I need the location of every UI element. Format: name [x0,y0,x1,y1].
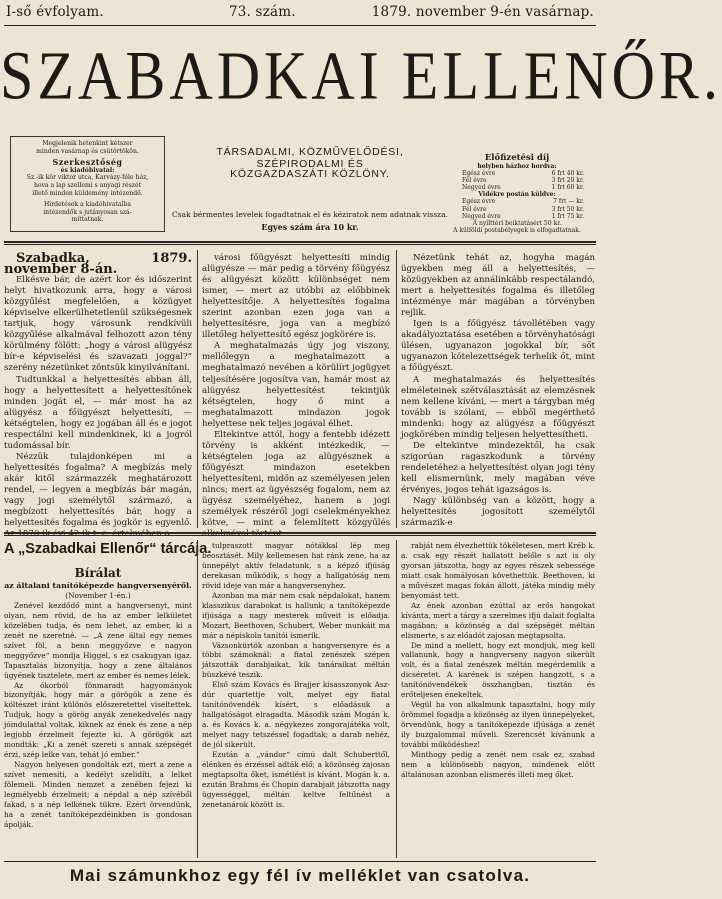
issue-number: 73. szám. [229,4,296,20]
article-paragraph: Nagy különbség van a között, hogy a helyettesítés jogosított személytől származik-e [401,496,595,529]
column-rule [396,540,397,858]
price-note: A külföldi postabélyegek is elfogadtatnak. [453,226,581,234]
submission-note: Csak bérmentes levelek fogadtatnak el és kéziratok nem adatnak vissza. [172,210,448,219]
info-line: illető minden küldemény intézendő. [32,189,143,197]
price-row: Fél évre 3 frt 50 kr. [462,205,584,213]
feuilleton-paragraph: Zenével kezdődő mint a hangversenyt, mint olyan, nem rövid, de ha az ember lelkületet közelében tudja, és nem lehet, az ember, ki a zenét ne szeretné. — „A zene által egy nemes szívet föl, a benn meggyőzve e nagyon meggyőzve“ mondja Higgel, s ez csakugyan igaz. Tapasztalás bizonyítja, hogy a zene általános ügyének tisztelete, mert az ember és nemes lélek. [4,600,192,680]
info-line: Sz.-ik kör viktor utca, Karvázy-féle ház, [26,174,149,182]
price-note: A nyílttéri beiktatásért 50 kr. [472,219,562,227]
info-line: minden vasárnap és csütörtökön. [36,147,139,155]
subtitle-line-2: KÖZGAZDASZÁTI KÖZLÖNY. [230,168,390,180]
column-rule [197,250,198,528]
feuilleton-paragraph: rabját nem élvezhettük tökéletesen, mert Kréb k. a. csak egy részét hallatott belőle s azt is oly gyorsan játszotta, hogy az egyes részek sebessége miatt csak homályosan követhettük. Beethoven, ki a művészet magas fokán állott, játéka mindig mély benyomást tett. [401,541,595,600]
masthead-title: SZABADKAI ELLENŐR. [0,37,722,114]
feuilleton-paragraph: Ezután a „vándor“ címú dalt Schuberttől, élénken és érzéssel adták elő; a közönség zajosan megtapsolta őket, ismétlést is kívánt. Mogán k. a. ezután Brahms és Chopin darabjait játszotta nagy ügyességgel, méltán keltve feltűnést a zenetanárok között is. [202,750,390,809]
article-paragraph: Nézzük tulajdonképen mi a helyettesítés fogalma? A megbízás mely akár kitől származzék meghatározott rendel, — legyen a megbízás bár magán, vagy jogi személytől származó, a megbízott helyettesítés bár, hogy a helyettesítés fogalma és jogkör is egyenlő. Az 1870-ik évi 42-ik t. c. értelmében a [4,451,192,540]
feuilleton-paragraph: tulpraszott magyar nótákkal lép meg beosztásét. Mily kellemesen hat ránk zene, ha az ünnepélyt aktív feladatunk, s a képző ifjúság derekasan működik, s hogy a hallgatóság nem rövid ideje van már a hangversenyhez. [202,541,390,590]
feuilleton-rule-thin [4,535,596,536]
feuilleton-paragraph: Azonban ma már nem csak népdalokat, hanem klasszikus darabokat is hallunk; a tanítóképezde ifjúsága a nagy mesterek műveit is előadja. Mozart, Beethoven, Schubert, Weber munkáit ma már a népiskola tanítói ismerik. [202,590,390,640]
price-subtitle: Vidékre postán küldve: [478,191,556,199]
price-row: Fél évre 3 frt 20 kr. [462,177,584,185]
price-row: Negyed évre 1 frt 60 kr. [462,184,584,192]
feuilleton-paragraph: Az ének azonban ezúttal az erős hangokat kívánta, mert a tárgy a szerelmes ifjú dalait foglalta magában; a közönség a dal szépségét méltán elismerte, s az előadót zajosan megtapsolta. [401,600,595,640]
feuilleton-title: A „Szabadkai Ellenőr“ tárcája. [4,541,212,557]
feuilleton-paragraph: Első szám Kovács és Brajjer kisasszonyok Asz-dúr quartettje volt, melyet egy fiatal tanítónövendék kísért, s előadásuk a hallgatóságot elragadta. Második szám Mogán k. a. és Kovács k. a. négykezes zongorajátéka volt, melyet nagy tetszéssel fogadtak; a darab nehéz, de jól sikerült. [202,680,390,750]
price-row: Negyed évre 1 frt 75 kr. [462,212,584,220]
feuilleton-column-3 [401,541,595,858]
article-heading: Szabadka, 1879. november 8-án. [4,251,192,278]
subscription-price-box [440,153,594,234]
price-title: Előfizetési díj [484,153,550,163]
footer-rule [4,861,596,862]
feuilleton-paragraph: Az ókorból fönmaradt hagyományok bizonyítják, hogy már a görögök a zene és költészet iránt különös előszeretettel viseltettek. Tudjuk, hogy a görög anyák zenekedvelés nagy jóindulattal voltak, kiknek az ének és zene a nép legjobb érzelmeit fejezte ki. A görögök azt mondták: „Ki a zenét szereti s annak szépségét érzi, szép lelke van, tehát jó ember.“ [4,680,192,760]
column-rule [197,540,198,858]
article-paragraph: Tudtunkkal a helyettesítés abban áll, hogy a helyettesített a helyettesítőnek minden jogát el, — már most ha az alügyész a főügyészt helyettesíti, — kétségtelen, hogy ez jogában áll és e jogot respectálni kell mindenkinek, ki a jogról tudomással bír. [4,374,192,451]
volume-label: I-ső évfolyam. [6,4,104,20]
feuilleton-paragraph: Nagyon helyesen gondolták ezt, mert a zene a szívet nemesíti, a kedélyt szelidíti, a lelket fölemeli. Minden nemzet a zenében fejezi ki legmélyebb érzelmeit; a népdal a nép szívéből fakad, s a nép lelkének tükre. Ezért örvendünk, ha a zenét tanítóképezdéinkben is gondosan ápolják. [4,760,192,829]
info-line: Hirdetések a kiadóhivatalba [43,201,132,209]
feuilleton-paragraph: Minthogy pedig a zenét nem csak ez, szabad nem a különösebb nagyon, mindenek előtt általánosan azonban elismerés illeti meg őket. [401,750,595,779]
top-rule [4,25,596,26]
feuilleton-rule [4,532,596,534]
price-row: Egész évre 6 frt 40 kr. [462,170,584,178]
feuilleton-paragraph: De mind a mellett, hogy ezt mondjuk, meg kell vallanunk, hogy a hangverseny nagyon sikerült volt, és a fiatal zenészek méltán megérdemlik a dicséretet. A karének is szépen hangzott, s a tanítónövendékek összhangban, tisztán és erőteljesen énekeltek. [401,640,595,700]
editorial-office-heading: Szerkesztőség [52,157,123,168]
feuilleton-column-1 [4,566,192,858]
publication-info-box [10,136,165,232]
article-column-3 [401,253,595,531]
article-paragraph: Elkésve bár, de azért kor és időszerint helyt hivatkozunk arra, hogy a városi közgyűlést megfelelően, a közügyet képviselve elkerülhetetlenül szükségesnek tartjuk, hogy városunk rendkívüli közgyűlése alkalmával felhozott azon tény körülmény fölött: „hogy a városi alügyész bír-e képviselési és szavazati joggal?“ szerény nézetünket zöntsük kinyilvánítani. [4,275,192,374]
feuilleton-column-2 [202,541,390,858]
subtitle-line-1: TÁRSADALMI, KÖZMŰVELŐDÉSI, SZÉPIRODALMI ÉS [216,146,404,170]
dateline [6,4,594,22]
info-line: Megjelenik hetenkint kétszer [42,140,133,147]
article-paragraph: A meghatalmazás úgy jog viszony, mellőlegyn a meghatalmazott a meghatalmazó nevében a körülírt jogügyet teljesítésére jogosítva van, hamár most az alügyész helyettesítést tekintjük kétségtelen, hogy ő mint a meghatalmazott mindazon jogok helyettese nek teljes jogával élhet. [202,341,390,429]
critique-date: (November 1-én.) [65,590,131,600]
column-rule [396,250,397,528]
header-rule-thin [4,244,596,245]
info-line: hova a lap szellemi s anyagi részét [33,181,142,189]
issue-date: 1879. november 9-én vasárnap. [371,4,594,20]
article-paragraph: Igen is a főügyész távollétében vagy akadályoztatása esetében a törvényhatósági ülésen, ugyanazon jogokkal bír, sőt ugyanazon kötelezettségek terhelik őt, mint a főügyészt. [401,319,595,374]
price-row: Egész évre 7 frt — kr. [462,198,584,206]
article-paragraph: Eltekintve attól, hogy a fentebb idézett törvény is akként intézkedik, — kétségtelen joga az alügyésznek a főügyészt mindazon esetekben helyettesíteni, midőn az személyesen jelen nincs; mert az ügyészség fogalom, nem az ügyész személyéhez, hanem a jogi személyek részéről jogi cselekményekhez kötve, — mint a felemlített közgyűlés alkalmával történt. [202,429,390,540]
feuilleton-paragraph: Vázsonkürtök azonban a hangversenyre és a többi számoknál: a fiatal zenészek szépen játszották darabjaikat, kik tanáraikat méltán büszkévé teszik. [202,640,390,680]
supplement-notice: Mai számunkhoz egy fél ív melléklet van csatolva. [69,866,531,885]
single-copy-price: Egyes szám ára 10 kr. [261,222,359,232]
critique-subtitle: az általani tanítóképezde hangversenyéről. [4,581,192,590]
article-paragraph: A meghatalmazás és helyettesítés elméleteinek szétválasztását az elemzésnek nem kellene kíváni, — mert a tárgyban még tovább is szólani, — ebből megérthető mindenki: hogy az alügyész a főügyészt jogkörében mindig teljesen helyettesítheti. [401,374,595,440]
info-line: intézendők s jutányosan szá- [43,208,132,216]
info-line: míttatnak. [71,216,104,224]
editorial-office-subheading: és kiadóhivatal: [60,166,115,174]
article-paragraph: városi főügyészt helyettesíti mindig alügyésze — már pedig a törvény főügyész és alügyészt között különbséget nem ismer, — mert az utóbbi az előbbinek helyettesítője. A helyettesítés fogalma szerint azonban ezen joga van a helyettesítésre, joga van a megbízó illetőleg helyettesítő egész jogkörére is. [202,253,390,341]
article-paragraph: De eltekintve mindezektől, ha csak szigorúan ragaszkodunk a törvény rendeletéhez a helyettesítést olyan jogi tény kell elismernünk, mely magában véve érvényes, jogos tehát igazságos is. [401,440,595,495]
feuilleton-paragraph: Végül ha von alkalmunk tapasztalni, hogy mily örömmel fogadja a közönség az ilyen ünnepélyeket, örvendünk, hogy a tanítóképezde ifjúsága a zenét ily buzgalommal műveli. Szerencsét kívánunk a további működéshez! [401,700,595,750]
header-rule [4,241,596,243]
article-paragraph: Nézetünk tehát az, hogyha magán ügyekben meg áll a helyettesítés, — közügyekben az annálinkább respectálandó, mert a helyettesítés fogalma és illetőleg intézménye már magában a törvényben rejlik. [401,253,595,319]
article-column-2 [202,253,390,540]
article-column-1 [4,251,192,540]
price-subtitle: helyben házhoz hordva: [477,163,557,170]
critique-title: Bírálat [74,566,122,580]
